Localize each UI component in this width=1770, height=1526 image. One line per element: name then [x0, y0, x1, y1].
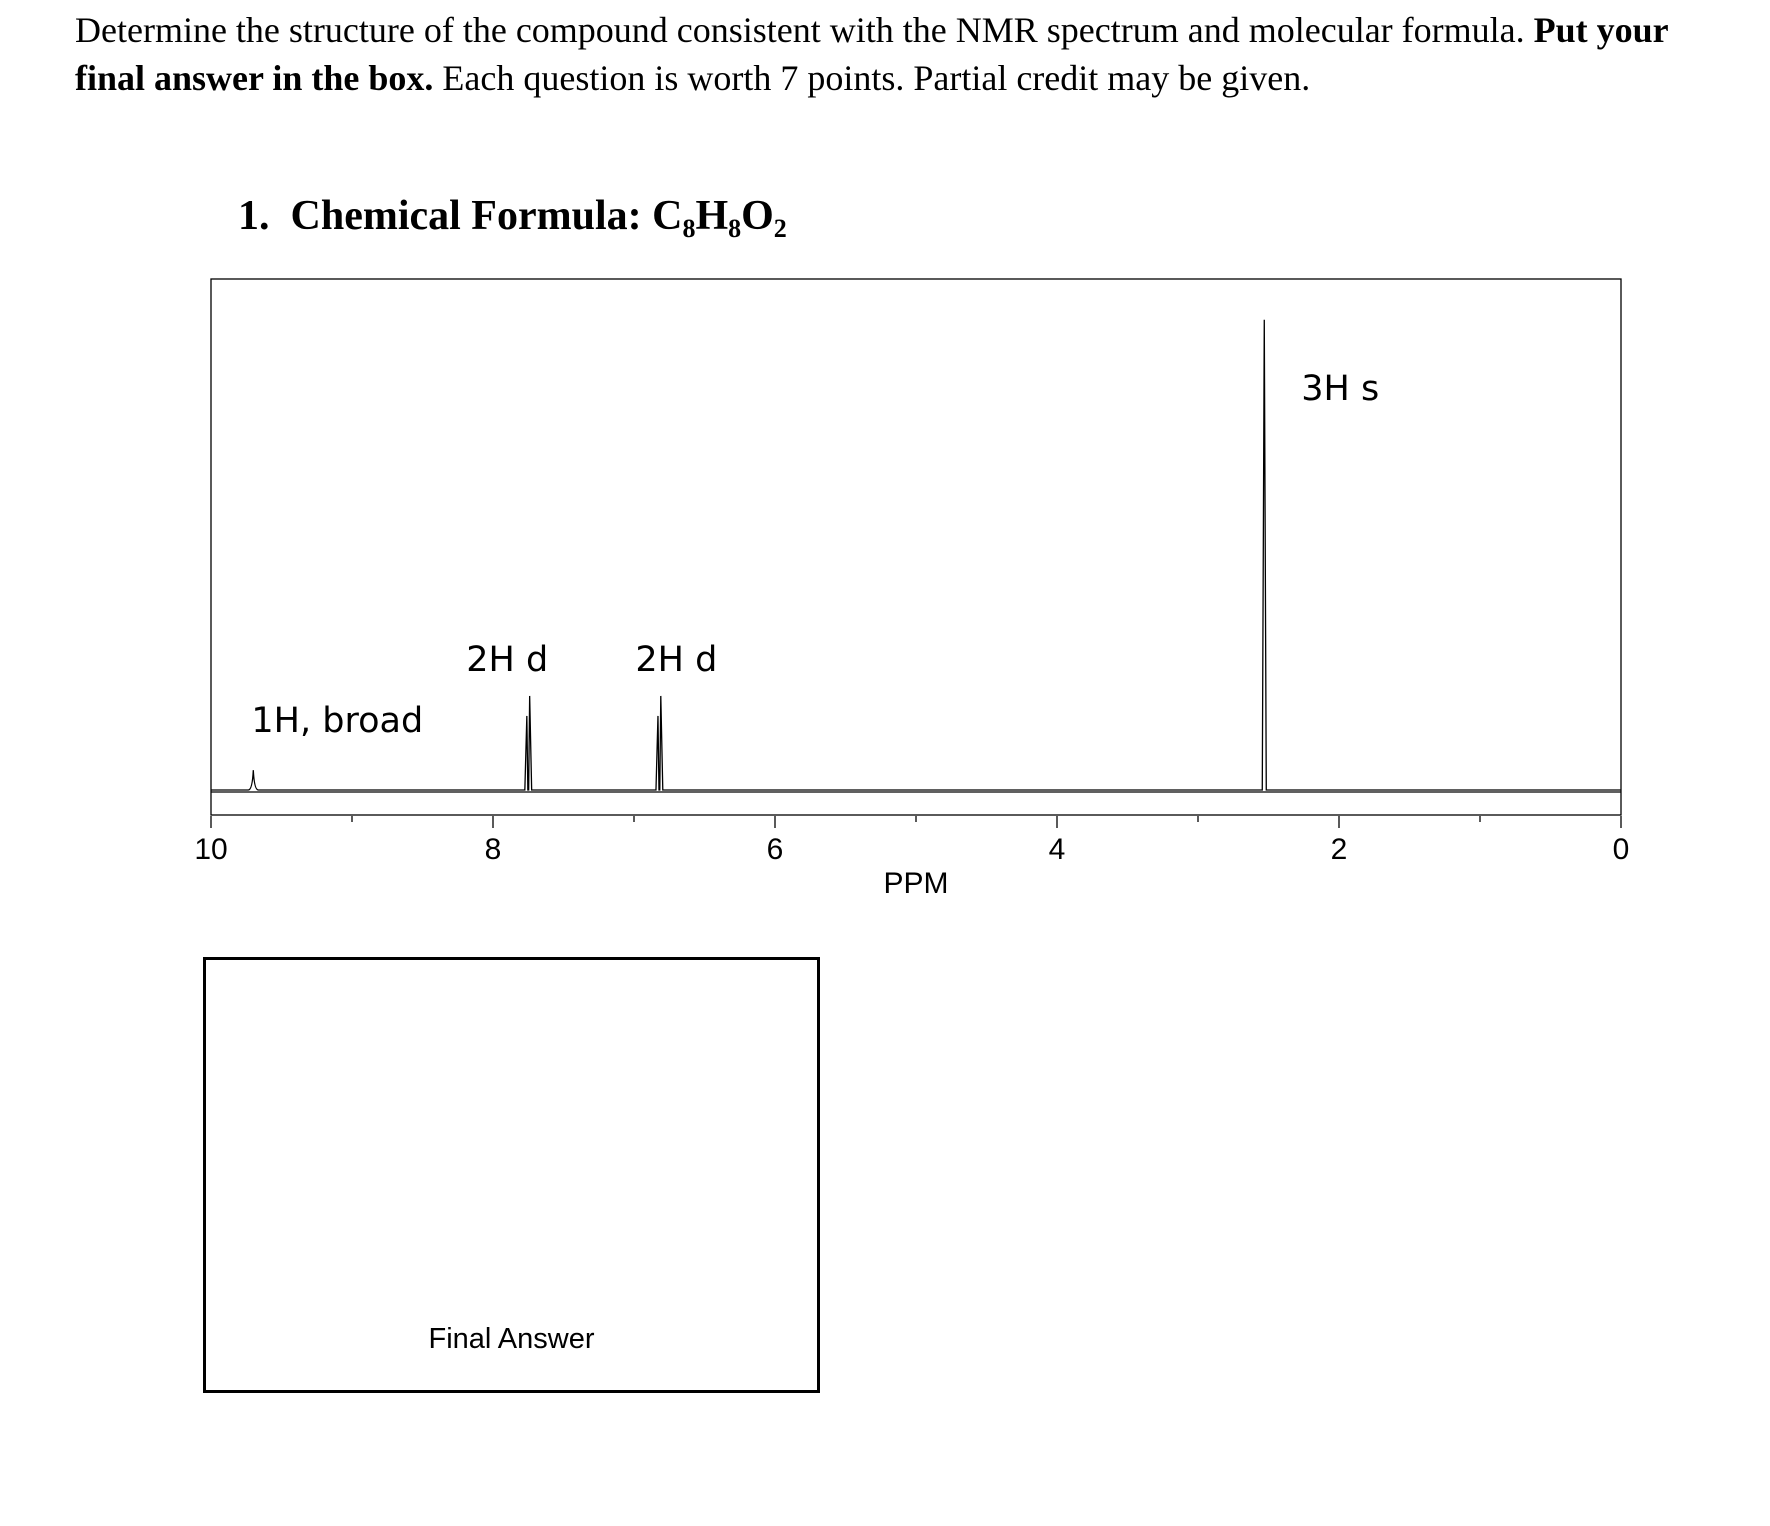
x-tick-label: 2 [1330, 833, 1348, 866]
formula-subscript: 8 [728, 214, 742, 243]
formula-element: H [695, 193, 729, 239]
x-tick-label: 0 [1612, 833, 1630, 866]
x-tick-label: 10 [194, 833, 228, 866]
x-tick-label: 8 [484, 833, 502, 866]
question-number: 1. [238, 193, 270, 239]
peak-label: 2H d [635, 640, 718, 680]
peak-label: 3H s [1301, 369, 1380, 409]
x-axis-label: PPM [883, 867, 949, 900]
instructions-text-2: Each question is worth 7 points. Partial credit may be given. [433, 58, 1311, 98]
x-tick-label: 4 [1048, 833, 1066, 866]
formula-subscript: 2 [773, 214, 787, 243]
peak-label: 2H d [466, 640, 549, 680]
question-label: Chemical Formula: [290, 193, 653, 239]
formula-subscript: 8 [682, 214, 696, 243]
formula-element: O [741, 193, 774, 239]
final-answer-box[interactable] [203, 957, 820, 1393]
final-answer-label: Final Answer [428, 1323, 595, 1355]
instructions-emphasis: Put your final answer in the box. [75, 10, 1668, 98]
formula-element: C [652, 193, 683, 239]
x-tick-label: 6 [766, 833, 784, 866]
peak-label: 1H, broad [251, 701, 424, 741]
instructions-text: Determine the structure of the compound consistent with the NMR spectrum and molecular formula. [75, 10, 1534, 50]
